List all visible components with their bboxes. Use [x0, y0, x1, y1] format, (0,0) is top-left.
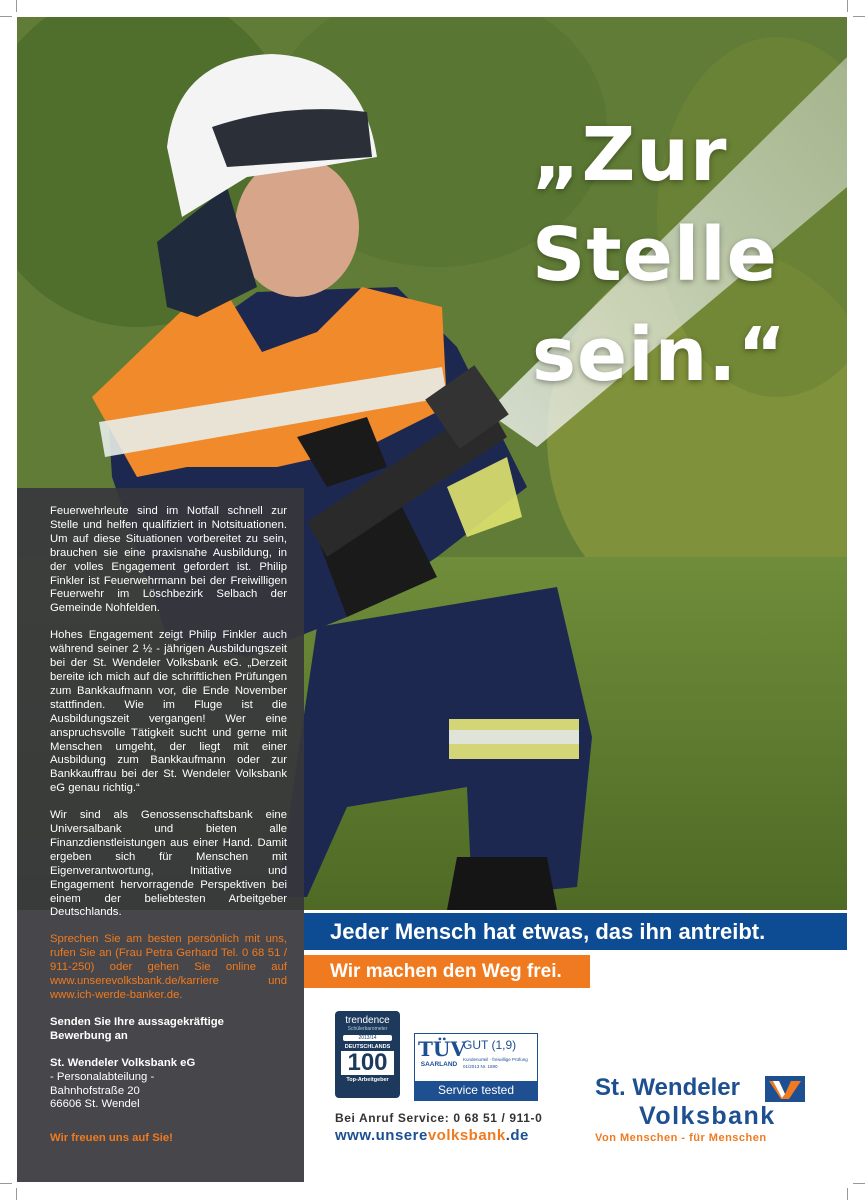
crop-mark [853, 16, 865, 17]
crop-mark [16, 1188, 17, 1200]
address-dept: - Personalabteilung - [50, 1070, 155, 1083]
headline-line: „Zur [532, 112, 728, 198]
tuv-logo [418, 1037, 466, 1079]
bank-tagline: Von Menschen - für Menschen [595, 1132, 767, 1144]
trendence-badge [335, 1011, 400, 1098]
closing-line: Wir freuen uns auf Sie! [50, 1132, 173, 1145]
volksbank-logo-icon [765, 1076, 805, 1102]
crop-mark [853, 1183, 865, 1184]
tuv-rating: GUT (1,9) [463, 1038, 517, 1052]
headline-line: Stelle [532, 212, 778, 298]
trendence-country: DEUTSCHLANDS [344, 1044, 391, 1050]
application-heading-line: Senden Sie Ihre aussagekräftige [50, 1015, 224, 1028]
address-name: St. Wendeler Volksbank eG [50, 1056, 196, 1069]
crop-mark [16, 0, 17, 12]
crop-mark [0, 1183, 12, 1184]
bank-name-line1: St. Wendeler [595, 1074, 740, 1101]
url-part: volksbank [427, 1127, 506, 1144]
headline [532, 105, 847, 405]
body-paragraph: Wir sind als Genossenschaftsbank eine Universalbank und bieten alle Finanzdienstleistungen aus einer Hand. Damit ergeben sich für Menschen mit Eigenverantwortung, Initiative und Engagement hervorragende Perspektiven bei einem der beliebtesten Arbeitgeber Deutschlands. [50, 809, 287, 919]
address-city: 66606 St. Wendel [50, 1098, 140, 1111]
body-paragraph: Hohes Engagement zeigt Philip Finkler auch während seiner 2 ½ - jährigen Ausbildungszeit bei der St. Wendeler Volksbank eG. „Derzeit bereite ich mich auf die schriftlichen Prüfungen zum Bankkaufmann vor, die Ende November stattfinden. Wie im Fluge ist die Ausbildungszeit vergangen! Wer eine anspruchsvolle Tätigkeit sucht und gerne mit Menschen umgeht, der liegt mit einer Ausbildung zum Bankkaufmann oder zur Bankkauffrau bei der St. Wendeler Volksbank eG genau richtig.“ [50, 629, 287, 795]
address-block [50, 1057, 287, 1113]
trendence-subtitle: Schülerbarometer [347, 1026, 388, 1032]
tuv-logo-text: TÜV [418, 1037, 466, 1061]
bank-logo [595, 1074, 810, 1146]
tuv-subtext: Kundenurteil · freiwillige Prüfung [463, 1057, 528, 1062]
tuv-logo-region: SAARLAND [420, 1061, 458, 1068]
boot [447, 857, 557, 910]
crop-mark [847, 0, 848, 12]
application-heading-line: Bewerbung an [50, 1029, 128, 1042]
trendence-number: 100 [341, 1051, 394, 1075]
contact-paragraph: Sprechen Sie am besten persönlich mit uns, rufen Sie an (Frau Petra Gerhard Tel. 0 68 51 / 911-250) oder gehen Sie online auf www.unserevolksbank.de/karriere und www.ich-werde-banker.de. [50, 933, 287, 1001]
tuv-subtext: 01/2013 Nr. 1890 [463, 1064, 498, 1069]
crop-mark [847, 1188, 848, 1200]
crop-mark [0, 16, 12, 17]
url-part: www.unsere [335, 1127, 428, 1144]
slogan-banner-orange: Wir machen den Weg frei. [304, 955, 590, 988]
text-panel [17, 488, 304, 1182]
trendence-year: 2013/14 [343, 1035, 392, 1041]
address-street: Bahnhofstraße 20 [50, 1084, 140, 1097]
website-link[interactable] [335, 1127, 529, 1144]
service-phone: Bei Anruf Service: 0 68 51 / 911-0 [335, 1111, 543, 1125]
headline-line: sein.“ [532, 312, 788, 398]
tuv-badge [414, 1033, 538, 1101]
application-heading [50, 1016, 287, 1044]
trendence-brand: trendence [345, 1015, 390, 1026]
tuv-service-tested: Service tested [415, 1081, 537, 1100]
bank-name-line2: Volksbank [639, 1102, 776, 1130]
url-part: .de [505, 1127, 529, 1144]
slogan-banner-blue: Jeder Mensch hat etwas, das ihn antreibt. [304, 913, 847, 950]
trendence-label: Top-Arbeitgeber [346, 1077, 389, 1083]
body-paragraph: Feuerwehrleute sind im Notfall schnell zur Stelle und helfen qualifiziert in Notsituationen. Um auf diese Situationen vorbereitet zu sein, brauchen sie eine praxisnahe Ausbildung, in der volles Engagement gefordert ist. Philip Finkler ist Feuerwehrmann bei der Freiwilligen Feuerwehr im Löschbezirk Selbach der Gemeinde Nohfelden. [50, 505, 287, 615]
